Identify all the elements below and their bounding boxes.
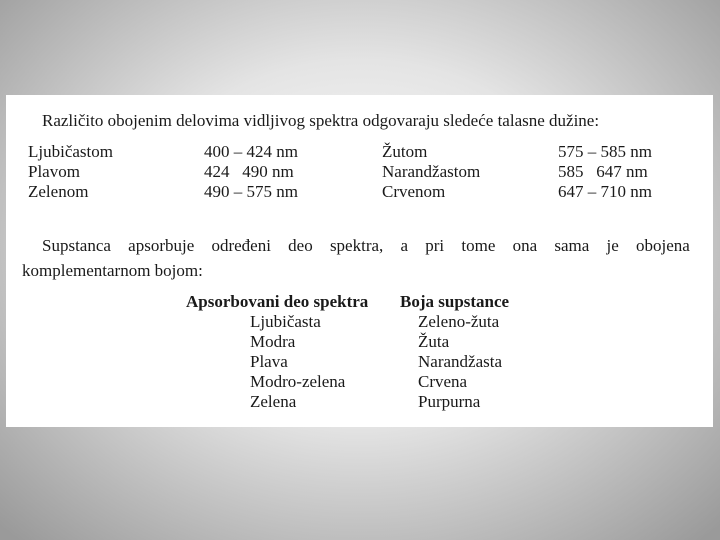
paragraph-word: ona xyxy=(512,236,538,255)
wavelength-range: 585 647 nm xyxy=(558,162,648,181)
color-cell: Purpurna xyxy=(418,392,481,411)
wavelength-color: Zelenom xyxy=(28,182,89,201)
color-cell: Crvena xyxy=(418,372,468,391)
wavelength-color: Žutom xyxy=(382,142,428,161)
paragraph-word: je xyxy=(606,236,619,255)
absorbed-cell: Modra xyxy=(250,332,296,351)
table-header-color: Boja supstance xyxy=(400,292,510,311)
wavelength-range: 424 490 nm xyxy=(204,162,294,181)
wavelength-range: 400 – 424 nm xyxy=(204,142,298,161)
paragraph-word: određeni xyxy=(211,236,271,255)
wavelength-color: Narandžastom xyxy=(382,162,481,181)
wavelength-color: Plavom xyxy=(28,162,80,181)
color-cell: Zeleno-žuta xyxy=(418,312,500,331)
paragraph-line-2: komplementarnom bojom: xyxy=(22,261,203,280)
table-row xyxy=(6,372,713,392)
paragraph-word: Supstanca xyxy=(42,236,111,255)
table-row xyxy=(6,312,713,332)
table-row xyxy=(6,332,713,352)
paragraph-word: apsorbuje xyxy=(128,236,195,255)
color-cell: Narandžasta xyxy=(418,352,503,371)
paragraph-word: obojena xyxy=(636,236,690,255)
paragraph-word: a xyxy=(400,236,409,255)
table-header-absorbed: Apsorbovani deo spektra xyxy=(186,292,369,311)
wavelength-range: 490 – 575 nm xyxy=(204,182,298,201)
absorbed-cell: Ljubičasta xyxy=(250,312,321,331)
paragraph-word: sama xyxy=(554,236,590,255)
absorbed-cell: Zelena xyxy=(250,392,297,411)
wavelength-row xyxy=(6,182,713,202)
wavelength-color: Crvenom xyxy=(382,182,446,201)
wavelength-row xyxy=(6,162,713,182)
table-row xyxy=(6,392,713,412)
wavelength-range: 647 – 710 nm xyxy=(558,182,652,201)
table-row xyxy=(6,352,713,372)
paragraph-word: spektra, xyxy=(329,236,384,255)
wavelength-row xyxy=(6,142,713,162)
paragraph-word: tome xyxy=(461,236,496,255)
wavelength-range: 575 – 585 nm xyxy=(558,142,652,161)
absorbed-cell: Plava xyxy=(250,352,288,371)
paragraph-line-1 xyxy=(22,233,690,258)
content-panel xyxy=(6,95,713,427)
wavelength-color: Ljubičastom xyxy=(28,142,113,161)
color-cell: Žuta xyxy=(418,332,450,351)
explanation-paragraph xyxy=(22,233,690,283)
paragraph-word: pri xyxy=(425,236,445,255)
intro-text: Različito obojenim delovima vidljivog spektra odgovaraju sledeće talasne dužine: xyxy=(42,111,600,130)
paragraph-word: deo xyxy=(288,236,313,255)
absorbed-cell: Modro-zelena xyxy=(250,372,346,391)
